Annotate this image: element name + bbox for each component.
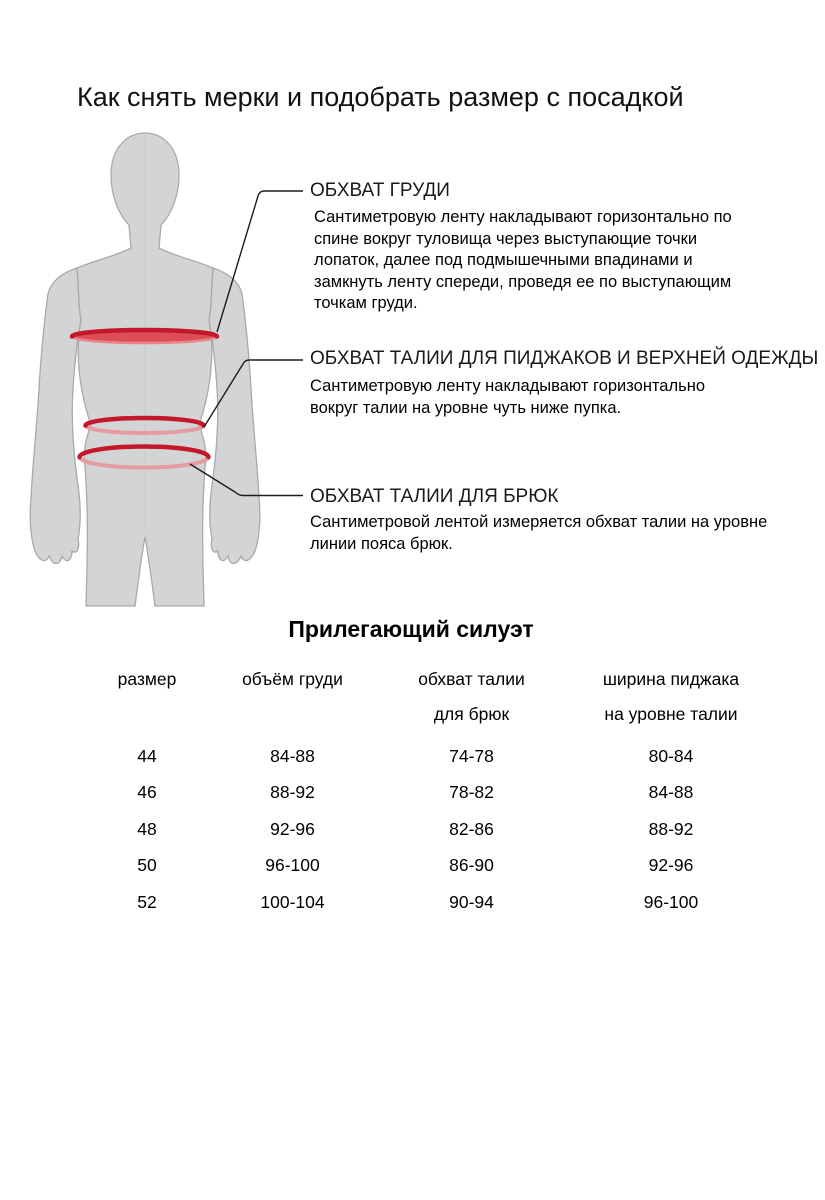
table-cell: 46	[137, 782, 157, 803]
size-table-header-row	[85, 662, 775, 738]
table-cell: 74-78	[449, 745, 494, 766]
table-cell: 96-100	[643, 891, 699, 912]
measurement-description: Сантиметровую ленту накладывают горизонтально вокруг талии на уровне чуть ниже пупка.	[310, 377, 706, 417]
chest-measure-band	[72, 330, 217, 343]
table-cell: 86-90	[449, 855, 494, 876]
measurement-description: Сантиметровую ленту накладывают горизонтально по спине вокруг туловища через выступающие точки лопаток, далее под подмышечными впадинами и замкнуть ленту спереди, проведя ее по выступающим точкам груди.	[314, 208, 732, 313]
measurement-description: Сантиметровой лентой измеряется обхват талии на уровне линии пояса брюк.	[310, 513, 768, 553]
column-header-size: размер	[117, 668, 177, 689]
measurement-heading: ОБХВАТ ГРУДИ	[310, 180, 450, 201]
column-header-waist-trousers: обхват талии для брюк	[418, 668, 525, 724]
table-cell: 78-82	[449, 782, 494, 803]
page-title: Как снять мерки и подобрать размер с посадкой	[77, 82, 684, 112]
table-cell: 84-88	[648, 782, 694, 803]
table-cell: 92-96	[270, 818, 315, 839]
table-cell: 52	[137, 891, 157, 912]
table-row	[85, 811, 775, 848]
table-cell: 50	[137, 855, 157, 876]
table-row	[85, 775, 775, 812]
table-cell: 44	[137, 745, 157, 766]
measurement-section-waist-trousers	[310, 485, 768, 555]
table-row	[85, 738, 775, 775]
table-row	[85, 884, 775, 921]
size-table-title: Прилегающий силуэт	[288, 616, 534, 642]
table-cell: 48	[137, 818, 157, 839]
size-table	[85, 662, 775, 921]
male-silhouette-figure	[20, 128, 310, 610]
column-header-jacket-width: ширина пиджака на уровне талии	[602, 668, 740, 724]
table-cell: 84-88	[270, 745, 315, 766]
table-cell: 96-100	[265, 855, 320, 876]
table-cell: 80-84	[648, 745, 694, 766]
table-cell: 88-92	[648, 818, 694, 839]
measurement-section-chest	[310, 179, 756, 315]
silhouette-left-arm	[30, 268, 81, 564]
table-cell: 90-94	[449, 891, 494, 912]
table-row	[85, 848, 775, 885]
silhouette-right-arm	[209, 268, 260, 564]
table-cell: 100-104	[260, 891, 325, 912]
measurement-heading: ОБХВАТ ТАЛИИ ДЛЯ БРЮК	[310, 486, 559, 507]
measurement-section-waist-jackets	[310, 347, 818, 419]
measurement-heading: ОБХВАТ ТАЛИИ ДЛЯ ПИДЖАКОВ И ВЕРХНЕЙ ОДЕЖДЫ	[310, 348, 819, 369]
table-cell: 88-92	[270, 782, 315, 803]
table-cell: 82-86	[449, 818, 494, 839]
table-cell: 92-96	[648, 855, 694, 876]
column-header-chest: объём груди	[242, 668, 343, 689]
